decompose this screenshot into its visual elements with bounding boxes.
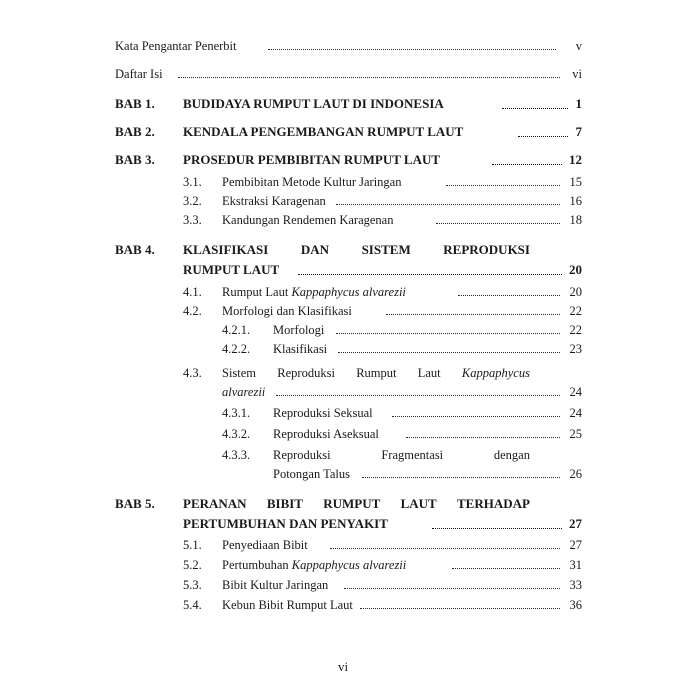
section-title: Pertumbuhan Kappaphycus alvarezii	[222, 558, 407, 572]
subsection-title-line-2: Potongan Talus	[273, 467, 351, 481]
dot-leader	[276, 395, 560, 396]
page-number: 33	[569, 578, 582, 592]
section-title-line-2: alvarezii	[222, 385, 266, 399]
dot-leader	[518, 136, 568, 137]
page-number: 27	[569, 538, 582, 552]
section-number: 4.1.	[183, 285, 202, 299]
subsection-number: 4.3.2.	[222, 427, 251, 441]
chapter-title-line-1	[183, 495, 530, 513]
dot-leader	[436, 223, 560, 224]
section-number: 3.1.	[183, 175, 202, 189]
section-number: 5.3.	[183, 578, 202, 592]
entry-title: Kata Pengantar Penerbit	[115, 39, 237, 53]
dot-leader	[406, 437, 560, 438]
title-word: KLASIFIKASI	[183, 242, 269, 257]
title-word: SISTEM	[361, 242, 411, 257]
subsection-title: Reproduksi Seksual	[273, 406, 373, 420]
dot-leader	[360, 608, 560, 609]
section-number: 3.3.	[183, 213, 202, 227]
section-number: 5.4.	[183, 598, 202, 612]
subsection-number: 4.2.1.	[222, 323, 251, 337]
subsection-number: 4.3.3.	[222, 448, 251, 462]
title-word: Kappaphycus	[461, 366, 530, 380]
chapter-label: BAB 5.	[115, 496, 155, 511]
dot-leader	[492, 164, 562, 165]
title-word: REPRODUKSI	[443, 242, 530, 257]
page-number: 26	[569, 467, 582, 481]
chapter-label: BAB 3.	[115, 152, 155, 167]
title-word: dengan	[493, 448, 530, 462]
page-number: 12	[569, 152, 582, 167]
dot-leader	[298, 274, 562, 275]
section-title: Bibit Kultur Jaringan	[222, 578, 329, 592]
page-number: 16	[569, 194, 582, 208]
page-number: 15	[569, 175, 582, 189]
dot-leader	[344, 588, 560, 589]
subsection-number: 4.2.2.	[222, 342, 251, 356]
dot-leader	[362, 477, 560, 478]
dot-leader	[178, 77, 560, 78]
dot-leader	[330, 548, 560, 549]
chapter-label: BAB 4.	[115, 242, 155, 257]
page-number: 31	[569, 558, 582, 572]
section-title: Pembibitan Metode Kultur Jaringan	[222, 175, 402, 189]
title-word: PERANAN	[183, 496, 247, 511]
dot-leader	[392, 416, 560, 417]
dot-leader	[386, 314, 560, 315]
page-folio: vi	[338, 659, 349, 674]
section-title-line-1	[222, 364, 530, 382]
section-number: 5.1.	[183, 538, 202, 552]
subsection-number: 4.3.1.	[222, 406, 251, 420]
title-word: BIBIT	[266, 496, 303, 511]
chapter-title: BUDIDAYA RUMPUT LAUT DI INDONESIA	[183, 96, 444, 111]
title-word: TERHADAP	[457, 496, 530, 511]
page-number: 22	[569, 323, 582, 337]
title-word: Laut	[417, 366, 441, 380]
section-number: 4.2.	[183, 304, 202, 318]
section-title: Kandungan Rendemen Karagenan	[222, 213, 394, 227]
title-word: LAUT	[400, 496, 437, 511]
section-title: Morfologi dan Klasifikasi	[222, 304, 352, 318]
subsection-title-line-1	[273, 446, 530, 464]
dot-leader	[432, 528, 562, 529]
dot-leader	[268, 49, 556, 50]
page-number: 22	[569, 304, 582, 318]
section-title: Rumput Laut Kappaphycus alvarezii	[222, 285, 406, 299]
page-number: 24	[569, 385, 582, 399]
page-number: 25	[569, 427, 582, 441]
dot-leader	[502, 108, 568, 109]
page-number: 23	[569, 342, 582, 356]
chapter-title-line-2: PERTUMBUHAN DAN PENYAKIT	[183, 516, 388, 531]
dot-leader	[458, 295, 560, 296]
dot-leader	[446, 185, 560, 186]
subsection-title: Reproduksi Aseksual	[273, 427, 379, 441]
dot-leader	[336, 333, 560, 334]
title-word: Sistem	[222, 366, 257, 380]
chapter-title-line-1	[183, 241, 530, 259]
chapter-title-line-2: RUMPUT LAUT	[183, 262, 280, 277]
page-number: 24	[569, 406, 582, 420]
chapter-label: BAB 1.	[115, 96, 155, 111]
title-word: RUMPUT	[323, 496, 381, 511]
section-title: Kebun Bibit Rumput Laut	[222, 598, 353, 612]
page-number: v	[575, 39, 582, 53]
page-number: 7	[575, 124, 582, 139]
section-number: 4.3.	[183, 366, 202, 380]
entry-title: Daftar Isi	[115, 67, 163, 81]
dot-leader	[338, 352, 560, 353]
subsection-title: Klasifikasi	[273, 342, 328, 356]
page-number: 27	[569, 516, 582, 531]
section-title: Penyediaan Bibit	[222, 538, 308, 552]
page-number: 1	[575, 96, 582, 111]
chapter-title: KENDALA PENGEMBANGAN RUMPUT LAUT	[183, 124, 464, 139]
title-word: DAN	[300, 242, 329, 257]
title-word: Reproduksi	[277, 366, 335, 380]
title-word: Reproduksi	[273, 448, 331, 462]
section-number: 5.2.	[183, 558, 202, 572]
title-word: Fragmentasi	[381, 448, 444, 462]
dot-leader	[336, 204, 560, 205]
page-number: vi	[572, 67, 582, 81]
section-number: 3.2.	[183, 194, 202, 208]
subsection-title: Morfologi	[273, 323, 325, 337]
page-number: 36	[569, 598, 582, 612]
page-number: 18	[569, 213, 582, 227]
page-number: 20	[569, 262, 582, 277]
section-title: Ekstraksi Karagenan	[222, 194, 326, 208]
dot-leader	[452, 568, 560, 569]
chapter-label: BAB 2.	[115, 124, 155, 139]
title-word: Rumput	[356, 366, 397, 380]
chapter-title: PROSEDUR PEMBIBITAN RUMPUT LAUT	[183, 152, 441, 167]
page-number: 20	[569, 285, 582, 299]
